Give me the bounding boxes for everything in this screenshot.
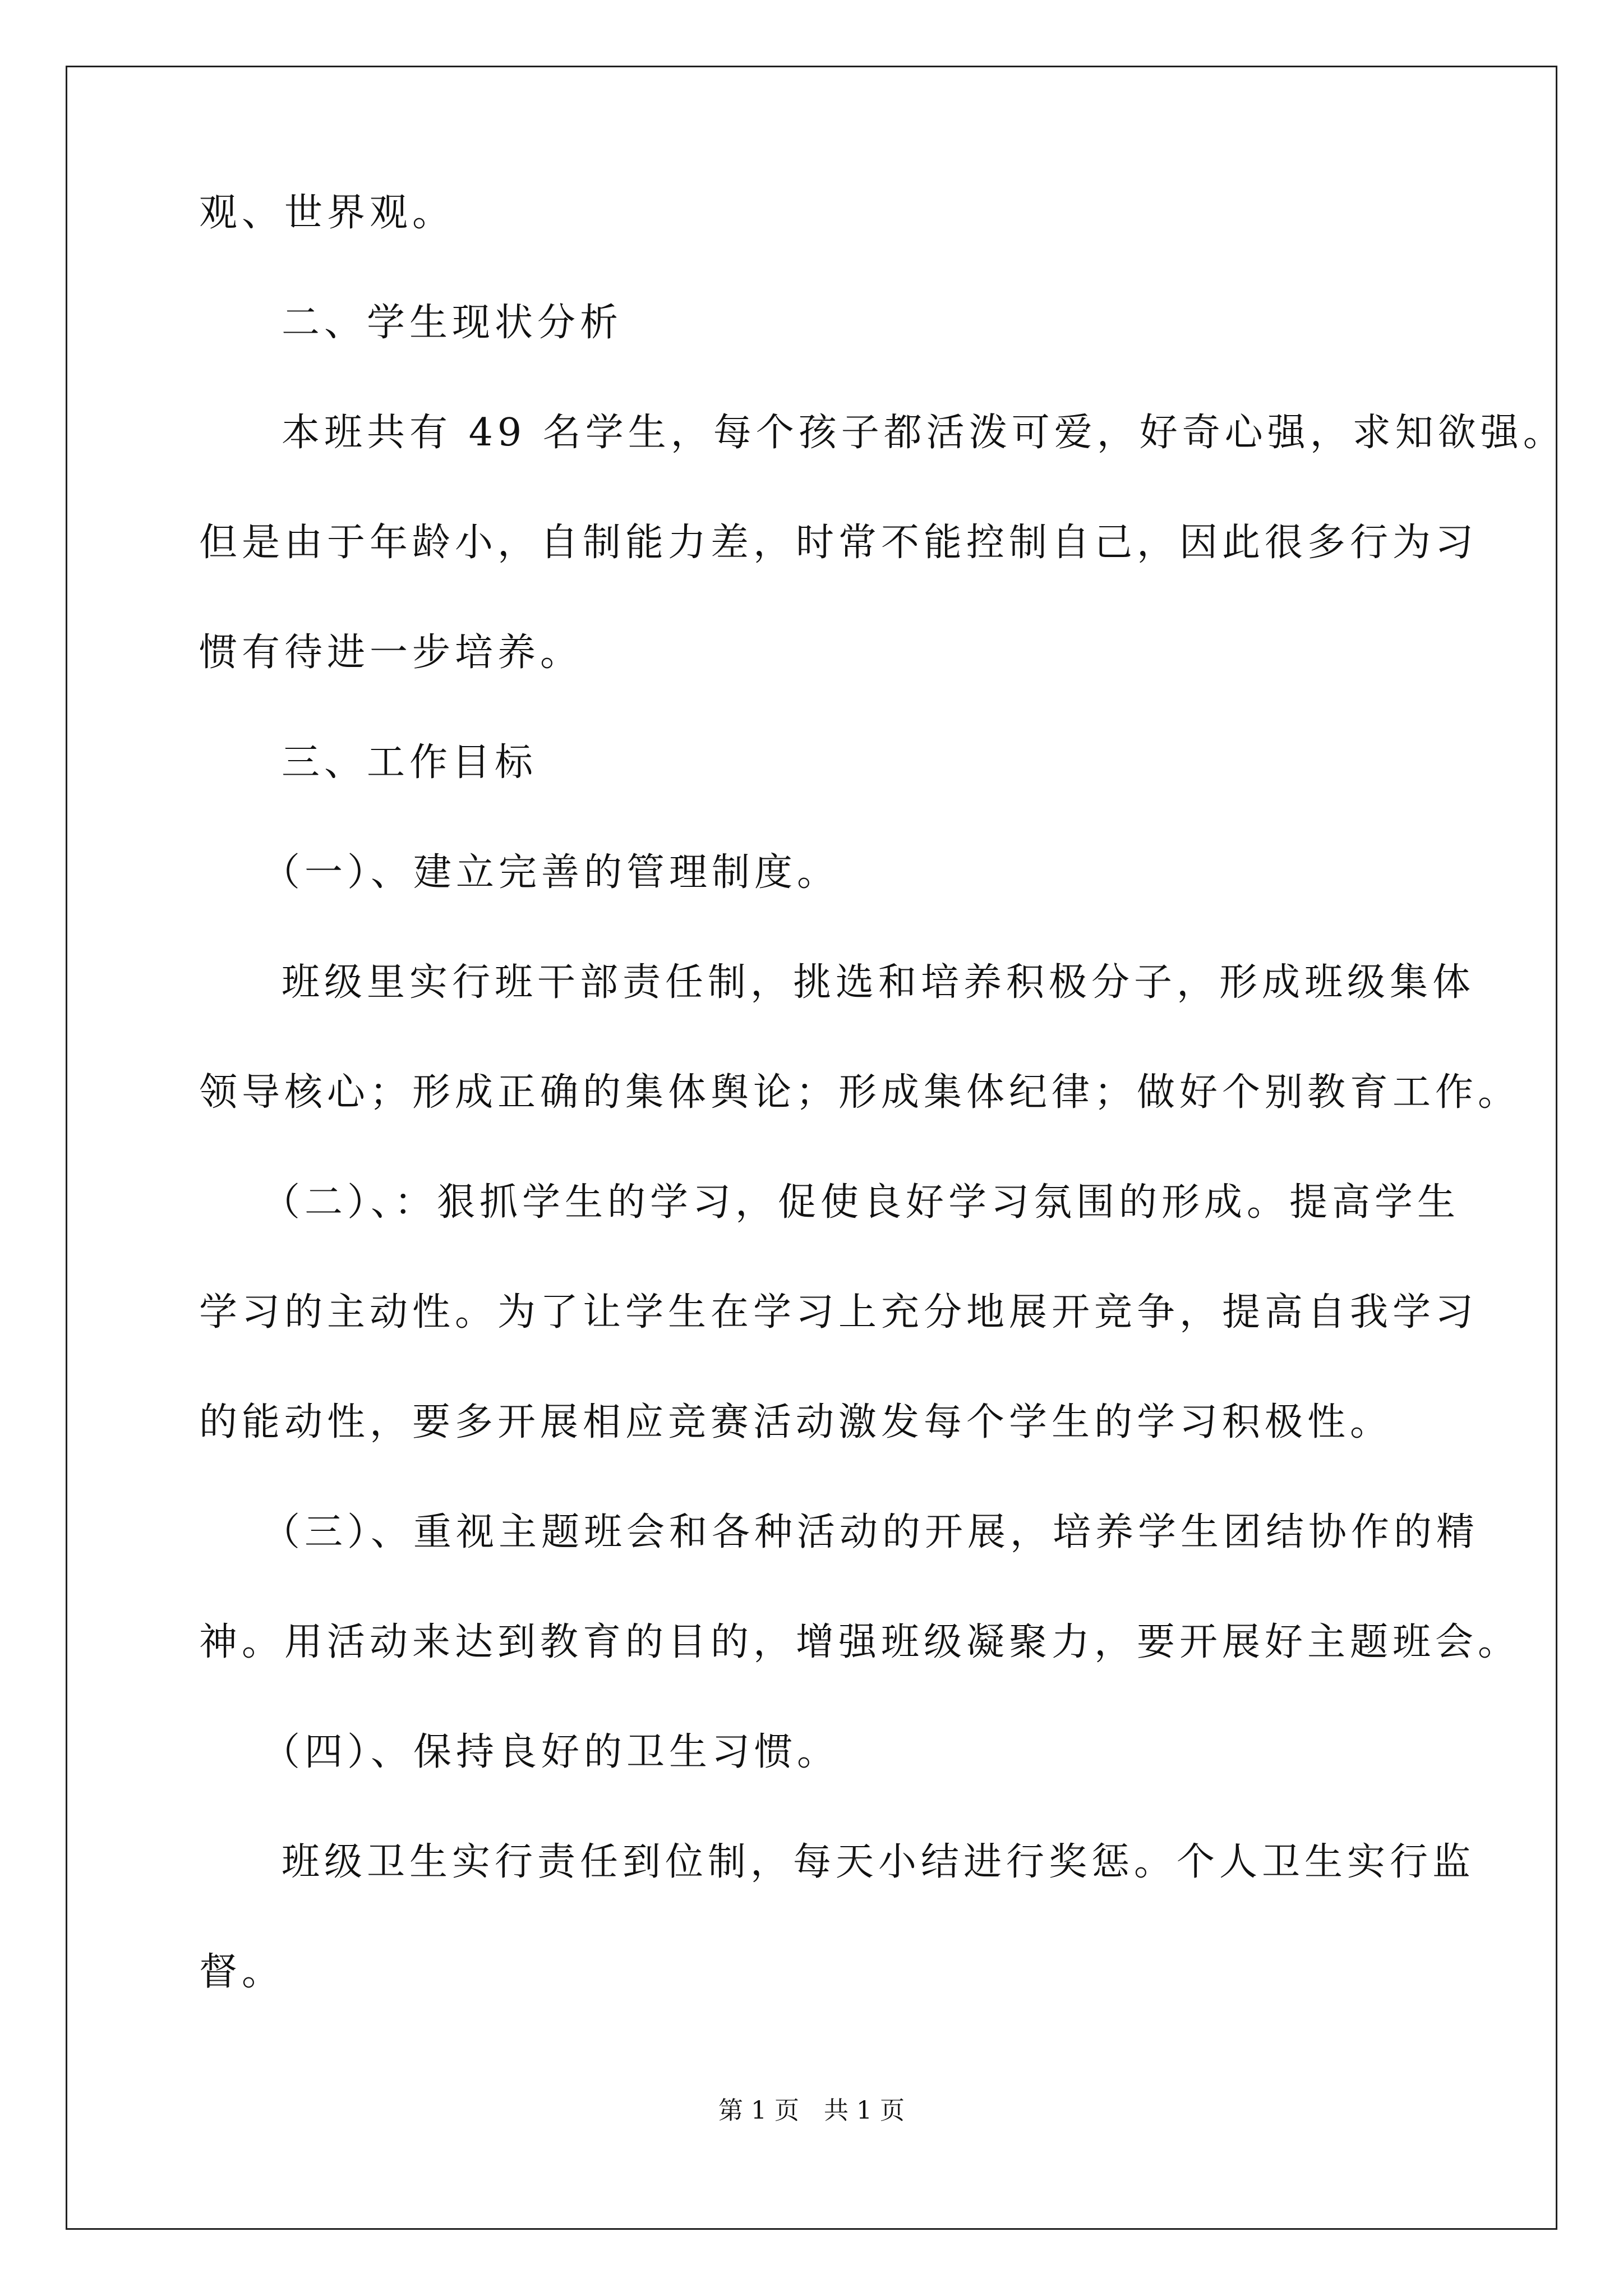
subsection-heading: （三）、重视主题班会和各种活动的开展，培养学生团结协作的精 — [262, 1510, 1479, 1554]
subsection-heading: （二）、：狠抓学生的学习，促使良好学习氛围的形成。提高学生 — [262, 1180, 1460, 1225]
text-line: 领导核心；形成正确的集体舆论；形成集体纪律；做好个别教育工作。 — [199, 1070, 1521, 1115]
subsection-heading: （一）、建立完善的管理制度。 — [262, 850, 840, 895]
text-line: 班级卫生实行责任到位制，每天小结进行奖惩。个人卫生实行监 — [282, 1840, 1476, 1884]
text-line: 本班共有 49 名学生，每个孩子都活泼可爱，好奇心强，求知欲强。 — [282, 411, 1566, 455]
text-line: 的能动性，要多开展相应竞赛活动激发每个学生的学习积极性。 — [199, 1400, 1393, 1444]
text-line: 学习的主动性。为了让学生在学习上充分地展开竞争，提高自我学习 — [199, 1290, 1478, 1335]
page-frame — [66, 66, 1557, 2230]
text-line: 惯有待进一步培养。 — [199, 631, 583, 675]
section-heading: 三、工作目标 — [282, 740, 538, 785]
text-line: 但是由于年龄小，自制能力差，时常不能控制自己，因此很多行为习 — [199, 521, 1478, 565]
section-heading: 二、学生现状分析 — [282, 301, 623, 345]
text-line: 观、世界观。 — [199, 191, 455, 235]
text-line: 班级里实行班干部责任制，挑选和培养积极分子，形成班级集体 — [282, 960, 1476, 1005]
page-number-footer: 第 1 页 共 1 页 — [718, 2096, 905, 2125]
text-line: 督。 — [199, 1950, 285, 1994]
text-line: 神。用活动来达到教育的目的，增强班级凝聚力，要开展好主题班会。 — [199, 1620, 1521, 1664]
subsection-heading: （四）、保持良好的卫生习惯。 — [262, 1730, 840, 1774]
